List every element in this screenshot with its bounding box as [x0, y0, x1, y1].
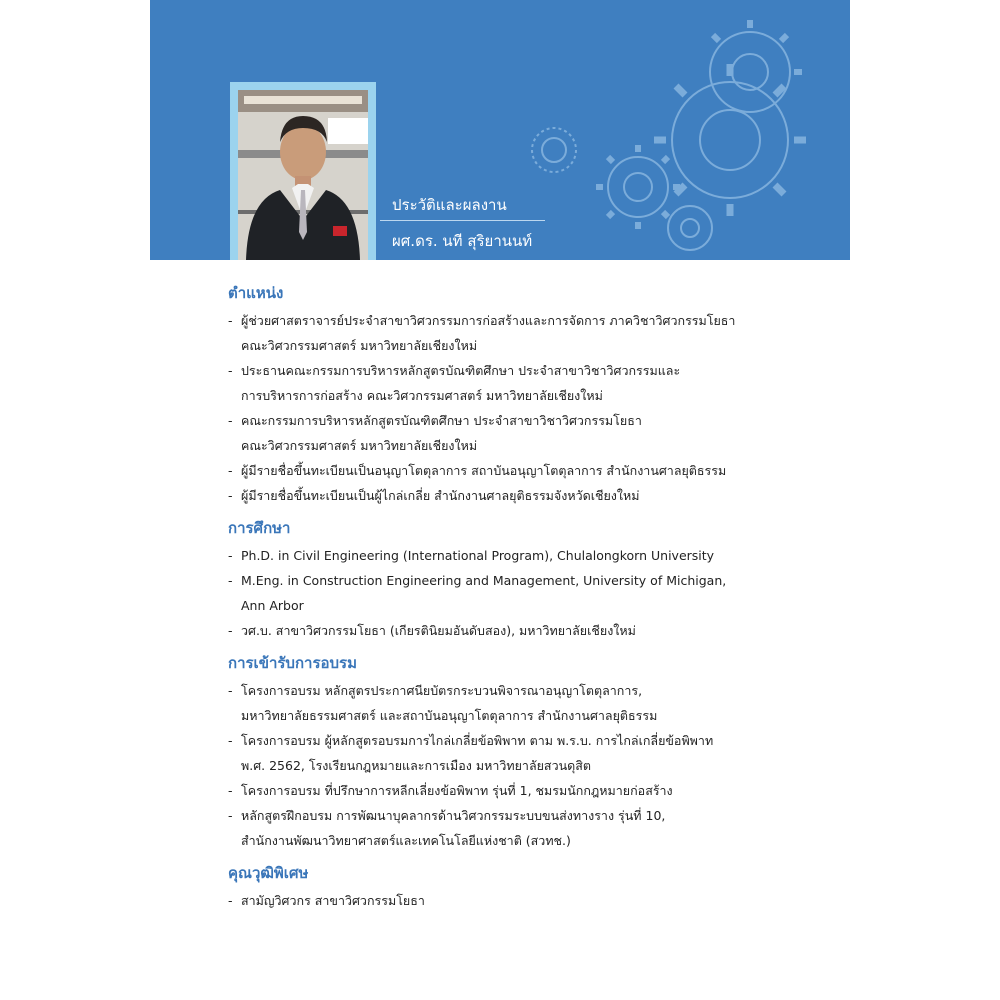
list-item-line: โครงการอบรม ผู้หลักสูตรอบรมการไกล่เกลี่ยข้อพิพาท ตาม พ.ร.บ. การไกล่เกลี่ยข้อพิพาท: [241, 733, 714, 748]
section-heading: การศึกษา: [228, 519, 291, 537]
list-item: - Ph.D. in Civil Engineering (International Program), Chulalongkorn University: [228, 543, 788, 568]
list-item-line: การบริหารการก่อสร้าง คณะวิศวกรรมศาสตร์ มหาวิทยาลัยเชียงใหม่: [241, 388, 603, 403]
list-item: - ผู้ช่วยศาสตราจารย์ประจำสาขาวิศวกรรมการก่อสร้างและการจัดการ ภาควิชาวิศวกรรมโยธา คณะวิศวกรรมศาสตร์ มหาวิทยาลัยเชียงใหม่: [228, 308, 788, 358]
title-divider: [380, 220, 545, 221]
list-item-line: ผู้ช่วยศาสตราจารย์ประจำสาขาวิศวกรรมการก่อสร้างและการจัดการ ภาควิชาวิศวกรรมโยธา: [241, 313, 736, 328]
section-heading: คุณวุฒิพิเศษ: [228, 864, 309, 882]
list-item-line: ผู้มีรายชื่อขึ้นทะเบียนเป็นผู้ไกล่เกลี่ย สำนักงานศาลยุติธรรมจังหวัดเชียงใหม่: [241, 488, 640, 503]
list-item-line: ผู้มีรายชื่อขึ้นทะเบียนเป็นอนุญาโตตุลาการ สถาบันอนุญาโตตุลาการ สำนักงานศาลยุติธรรม: [241, 463, 727, 478]
list-item-line: สามัญวิศวกร สาขาวิศวกรรมโยธา: [241, 893, 425, 908]
header-banner: [150, 0, 850, 260]
list-item-line: คณะวิศวกรรมศาสตร์ มหาวิทยาลัยเชียงใหม่: [241, 438, 478, 453]
list-item-line: โครงการอบรม หลักสูตรประกาศนียบัตรกระบวนพิจารณาอนุญาโตตุลาการ,: [241, 683, 643, 698]
person-portrait-icon: [238, 90, 368, 260]
list-item-line: คณะวิศวกรรมศาสตร์ มหาวิทยาลัยเชียงใหม่: [241, 338, 478, 353]
section-heading: การเข้ารับการอบรม: [228, 654, 357, 672]
list-item-line: โครงการอบรม ที่ปรึกษาการหลีกเลี่ยงข้อพิพาท รุ่นที่ 1, ชมรมนักกฎหมายก่อสร้าง: [241, 783, 673, 798]
list-item: - คณะกรรมการบริหารหลักสูตรบัณฑิตศึกษา ประจำสาขาวิชาวิศวกรรมโยธา คณะวิศวกรรมศาสตร์ มหาวิทยาลัยเชียงใหม่: [228, 408, 788, 458]
page-title: ประวัติและผลงาน: [392, 196, 507, 214]
list-item-line: คณะกรรมการบริหารหลักสูตรบัณฑิตศึกษา ประจำสาขาวิชาวิศวกรรมโยธา: [241, 413, 642, 428]
list-item-line: พ.ศ. 2562, โรงเรียนกฎหมายและการเมือง มหาวิทยาลัยสวนดุสิต: [241, 758, 591, 773]
portrait-frame: [230, 82, 376, 260]
section-training: [228, 652, 788, 853]
list-item: - โครงการอบรม ผู้หลักสูตรอบรมการไกล่เกลี่ยข้อพิพาท ตาม พ.ร.บ. การไกล่เกลี่ยข้อพิพาท พ.ศ. 2562, โรงเรียนกฎหมายและการเมือง มหาวิทยาลัยสวนดุสิต: [228, 728, 788, 778]
biography-content: [228, 282, 788, 922]
list-item-line: Ph.D. in Civil Engineering (International Program), Chulalongkorn University: [241, 548, 715, 563]
section-heading: ตำแหน่ง: [228, 284, 284, 302]
list-item-line: ประธานคณะกรรมการบริหารหลักสูตรบัณฑิตศึกษา ประจำสาขาวิชาวิศวกรรมและ: [241, 363, 681, 378]
list-item: - โครงการอบรม ที่ปรึกษาการหลีกเลี่ยงข้อพิพาท รุ่นที่ 1, ชมรมนักกฎหมายก่อสร้าง: [228, 778, 788, 803]
portrait-photo: [238, 90, 368, 260]
list-item-line: M.Eng. in Construction Engineering and Management, University of Michigan,: [241, 573, 727, 588]
list-item: - ผู้มีรายชื่อขึ้นทะเบียนเป็นอนุญาโตตุลาการ สถาบันอนุญาโตตุลาการ สำนักงานศาลยุติธรรม: [228, 458, 788, 483]
section-positions: [228, 282, 788, 508]
list-item: - ผู้มีรายชื่อขึ้นทะเบียนเป็นผู้ไกล่เกลี่ย สำนักงานศาลยุติธรรมจังหวัดเชียงใหม่: [228, 483, 788, 508]
section-special-qualifications: [228, 862, 788, 913]
list-item: - โครงการอบรม หลักสูตรประกาศนียบัตรกระบวนพิจารณาอนุญาโตตุลาการ, มหาวิทยาลัยธรรมศาสตร์ และสถาบันอนุญาโตตุลาการ สำนักงานศาลยุติธรรม: [228, 678, 788, 728]
list-item-line: หลักสูตรฝึกอบรม การพัฒนาบุคลากรด้านวิศวกรรมระบบขนส่งทางราง รุ่นที่ 10,: [241, 808, 666, 823]
list-item-line: มหาวิทยาลัยธรรมศาสตร์ และสถาบันอนุญาโตตุลาการ สำนักงานศาลยุติธรรม: [241, 708, 658, 723]
list-item: - M.Eng. in Construction Engineering and Management, University of Michigan, Ann Arbor: [228, 568, 788, 618]
section-education: [228, 517, 788, 643]
list-item: - หลักสูตรฝึกอบรม การพัฒนาบุคลากรด้านวิศวกรรมระบบขนส่งทางราง รุ่นที่ 10, สำนักงานพัฒนาวิทยาศาสตร์และเทคโนโลยีแห่งชาติ (สวทช.): [228, 803, 788, 853]
list-item-line: วศ.บ. สาขาวิศวกรรมโยธา (เกียรตินิยมอันดับสอง), มหาวิทยาลัยเชียงใหม่: [241, 623, 636, 638]
list-item: - ประธานคณะกรรมการบริหารหลักสูตรบัณฑิตศึกษา ประจำสาขาวิชาวิศวกรรมและ การบริหารการก่อสร้าง คณะวิศวกรรมศาสตร์ มหาวิทยาลัยเชียงใหม่: [228, 358, 788, 408]
list-item-line: สำนักงานพัฒนาวิทยาศาสตร์และเทคโนโลยีแห่งชาติ (สวทช.): [241, 833, 571, 848]
list-item: - สามัญวิศวกร สาขาวิศวกรรมโยธา: [228, 888, 788, 913]
list-item: - วศ.บ. สาขาวิศวกรรมโยธา (เกียรตินิยมอันดับสอง), มหาวิทยาลัยเชียงใหม่: [228, 618, 788, 643]
list-item-line: Ann Arbor: [241, 598, 304, 613]
person-name: ผศ.ดร. นที สุริยานนท์: [392, 232, 533, 250]
